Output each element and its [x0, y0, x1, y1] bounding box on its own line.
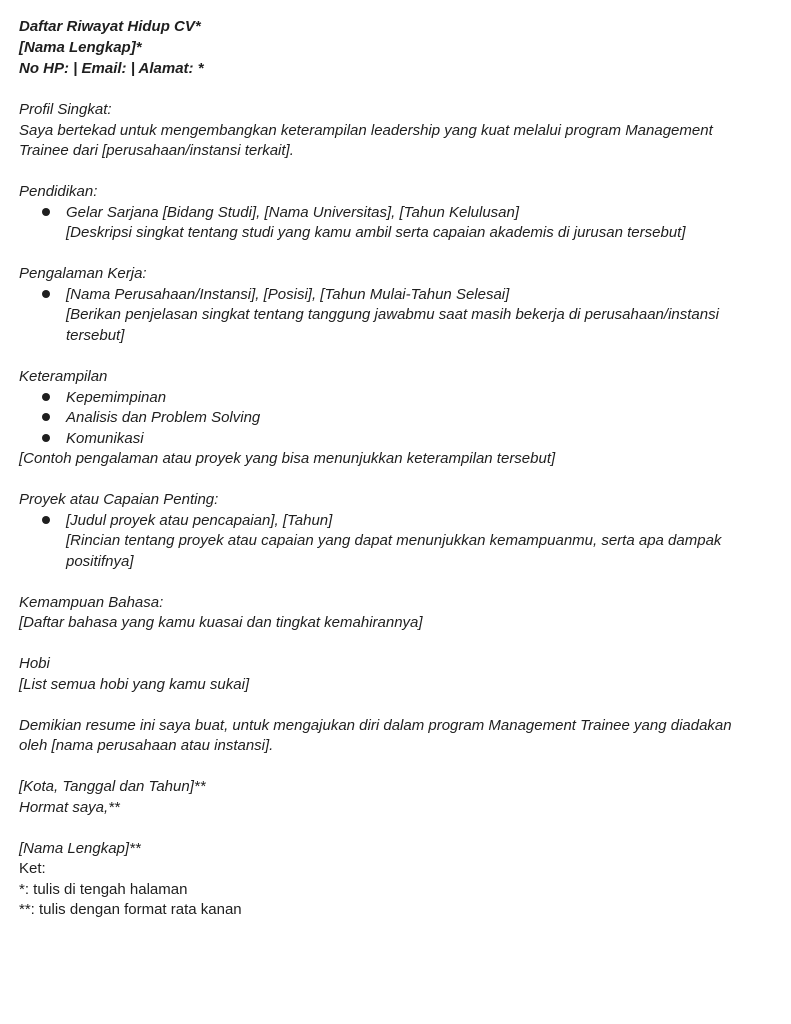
skills-heading: Keterampilan	[19, 368, 108, 385]
place-date: [Kota, Tanggal dan Tahun]**	[19, 778, 206, 795]
note-2: **: tulis dengan format rata kanan	[19, 901, 242, 918]
language-text: [Daftar bahasa yang kamu kuasai dan tingkat kemahirannya]	[19, 614, 423, 631]
signature-name: [Nama Lengkap]**	[19, 840, 141, 857]
experience-heading: Pengalaman Kerja:	[19, 265, 147, 282]
regards: Hormat saya,**	[19, 799, 120, 816]
language-heading: Kemampuan Bahasa:	[19, 594, 164, 611]
skill-item: Analisis dan Problem Solving	[66, 409, 261, 426]
project-description-line-1: [Rincian tentang proyek atau capaian yang dapat menunjukkan kemampuanmu, serta apa dampak	[66, 532, 722, 549]
projects-heading: Proyek atau Capaian Penting:	[19, 491, 219, 508]
closing-line-1: Demikian resume ini saya buat, untuk mengajukan diri dalam program Management Trainee yang diadakan	[19, 717, 732, 734]
education-description: [Deskripsi singkat tentang studi yang kamu ambil serta capaian akademis di jurusan tersebut]	[66, 224, 686, 241]
hobby-heading: Hobi	[19, 655, 50, 672]
skills-note: [Contoh pengalaman atau proyek yang bisa menunjukkan keterampilan tersebut]	[19, 450, 556, 467]
experience-description-line-2: tersebut]	[66, 327, 125, 344]
project-description-line-2: positifnya]	[66, 553, 134, 570]
document-title: Daftar Riwayat Hidup CV*	[19, 18, 201, 35]
bullet-icon	[42, 434, 50, 442]
closing-line-2: oleh [nama perusahaan atau instansi].	[19, 737, 274, 754]
bullet-icon	[42, 290, 50, 298]
education-heading: Pendidikan:	[19, 183, 98, 200]
contact-line: No HP: | Email: | Alamat: *	[19, 60, 204, 77]
project-item: [Judul proyek atau pencapaian], [Tahun]	[66, 512, 333, 529]
experience-item: [Nama Perusahaan/Instansi], [Posisi], [Tahun Mulai-Tahun Selesai]	[66, 286, 510, 303]
experience-description-line-1: [Berikan penjelasan singkat tentang tanggung jawabmu saat masih bekerja di perusahaan/instansi	[66, 306, 719, 323]
notes-heading: Ket:	[19, 860, 46, 877]
profile-text-line-1: Saya bertekad untuk mengembangkan keterampilan leadership yang kuat melalui program Management	[19, 122, 713, 139]
note-1: *: tulis di tengah halaman	[19, 881, 188, 898]
bullet-icon	[42, 393, 50, 401]
bullet-icon	[42, 516, 50, 524]
bullet-icon	[42, 208, 50, 216]
skill-item: Komunikasi	[66, 430, 144, 447]
profile-heading: Profil Singkat:	[19, 101, 112, 118]
education-item: Gelar Sarjana [Bidang Studi], [Nama Universitas], [Tahun Kelulusan]	[66, 204, 520, 221]
hobby-text: [List semua hobi yang kamu sukai]	[19, 676, 250, 693]
bullet-icon	[42, 413, 50, 421]
full-name-placeholder: [Nama Lengkap]*	[19, 39, 142, 56]
profile-text-line-2: Trainee dari [perusahaan/instansi terkait].	[19, 142, 294, 159]
skill-item: Kepemimpinan	[66, 389, 167, 406]
